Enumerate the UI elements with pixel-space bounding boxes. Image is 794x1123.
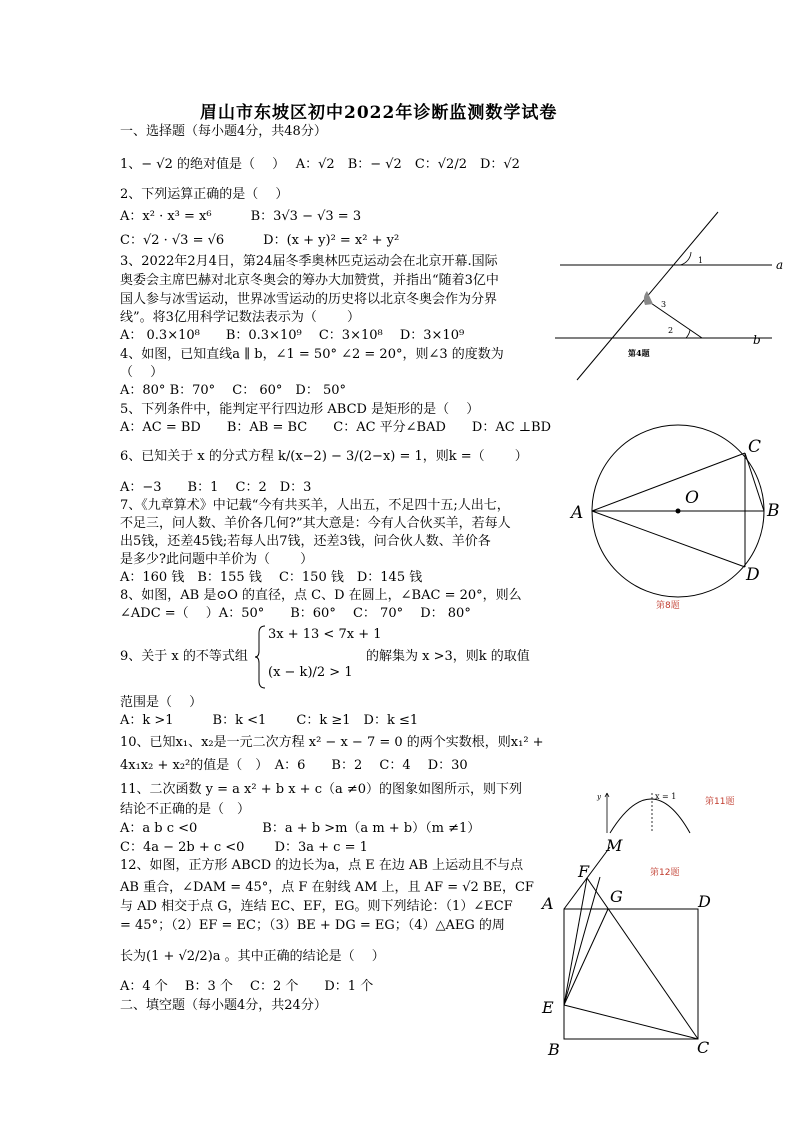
fig12-label-b: B bbox=[548, 1040, 560, 1059]
question-10-line-1: 10、已知x₁、x₂是一元二次方程 x² − x − 7 = 0 的两个实数根，则x₁² + bbox=[120, 735, 544, 750]
fig8-label-a: A bbox=[571, 503, 584, 523]
fig4-angle-1: 1 bbox=[698, 256, 704, 265]
fig8-label-o: O bbox=[685, 488, 699, 508]
question-11-line-2: 结论不正确的是（ ） bbox=[120, 802, 251, 817]
fig8-label-d: D bbox=[746, 565, 760, 585]
question-6-options: A：−3 B：1 C：2 D：3 bbox=[120, 480, 312, 495]
question-10-line-2: 4x₁x₂ + x₂²的值是（ ） A：6 B：2 C：4 D：30 bbox=[120, 758, 468, 773]
fig4-caption: 第4题 bbox=[628, 348, 650, 358]
page-title: 眉山市东坡区初中2022年诊断监测数学试卷 bbox=[200, 103, 558, 123]
question-7-line-4: 是多少?此问题中羊价为（ ） bbox=[120, 552, 314, 567]
question-12-options: A：4 个 B：3 个 C：2 个 D：1 个 bbox=[120, 979, 374, 994]
fig12-label-d: D bbox=[698, 892, 711, 911]
question-3-line-4: 线”。将3亿用科学记数法表示为（ ） bbox=[120, 310, 361, 325]
question-9-suffix: 的解集为 x >3，则k 的取值 bbox=[366, 649, 530, 664]
question-5: 5、下列条件中，能判定平行四边形 ABCD 是矩形的是（ ） bbox=[120, 402, 480, 417]
fig12-label-m: M bbox=[606, 836, 623, 855]
question-9-inequality-1: 3x + 13 < 7x + 1 bbox=[268, 627, 382, 642]
question-12-line-1: 12、如图，正方形 ABCD 的边长为a，点 E 在边 AB 上运动且不与点 bbox=[120, 858, 524, 873]
fig12-label-g: G bbox=[610, 887, 623, 906]
fig12-label-c: C bbox=[697, 1038, 710, 1057]
question-3-line-1: 3、2022年2月4日，第24届冬季奥林匹克运动会在北京开幕.国际 bbox=[120, 254, 498, 269]
question-7-line-3: 出5钱，还差45钱;若每人出7钱，还差3钱，问合伙人数、羊价各 bbox=[120, 534, 491, 549]
question-7-options: A：160 钱 B：155 钱 C：150 钱 D：145 钱 bbox=[120, 570, 423, 585]
fig4-angle-3: 3 bbox=[661, 300, 667, 309]
question-12-line-4: = 45°；（2）EF = EC；（3）BE + DG = EG；（4）△AEG 的周 bbox=[120, 918, 505, 933]
question-4-line-2: （ ） bbox=[120, 365, 164, 380]
question-12-line-2: AB 重合，∠DAM = 45°，点 F 在射线 AM 上，且 AF = √2 BE，CF bbox=[120, 880, 534, 895]
question-1: 1、− √2 的绝对值是（ ） A：√2 B：− √2 C：√2/2 D：√2 bbox=[120, 157, 520, 172]
fig8-label-b: B bbox=[767, 501, 780, 521]
figure-question-12 bbox=[540, 835, 725, 1065]
question-9-line-2: 范围是（ ） bbox=[120, 695, 203, 710]
figure-question-8 bbox=[568, 425, 793, 615]
figure-question-4 bbox=[550, 205, 784, 390]
fig11-axis-label: x = 1 bbox=[655, 792, 677, 801]
fig4-label-a: a bbox=[776, 258, 784, 272]
question-7-line-1: 7、《九章算术》中记载“今有共买羊，人出五，不足四十五;人出七， bbox=[120, 498, 510, 513]
question-8-line-1: 8、如图，AB 是⊙O 的直径，点 C、D 在圆上，∠BAC = 20°，则么 bbox=[120, 588, 522, 603]
fig12-label-e: E bbox=[542, 998, 554, 1017]
question-7-line-2: 不足三，问人数、羊价各几何?”其大意是：今有人合伙买羊，若每人 bbox=[120, 516, 511, 531]
question-5-options: A：AC = BD B：AB = BC C：AC 平分∠BAD D：AC ⊥BD bbox=[120, 420, 552, 435]
fig11-caption: 第11题 bbox=[705, 797, 735, 807]
fig12-caption: 第12题 bbox=[650, 868, 680, 878]
fig12-label-f: F bbox=[578, 862, 590, 881]
question-2-options-ab: A：x² · x³ = x⁶ B：3√3 − √3 = 3 bbox=[120, 209, 362, 224]
question-8-line-2: ∠ADC =（ ）A：50° B：60° C： 70° D： 80° bbox=[120, 606, 471, 621]
section-choice-heading: 一、选择题（每小题4分，共48分） bbox=[120, 124, 327, 139]
question-12-line-3: 与 AD 相交于点 G，连结 EC、EF，EG。则下列结论：（1）∠ECF bbox=[120, 899, 513, 914]
question-9-options: A：k >1 B：k <1 C：k ≥1 D：k ≤1 bbox=[120, 713, 419, 728]
fig8-caption: 第8题 bbox=[656, 601, 680, 611]
fig4-angle-2: 2 bbox=[668, 326, 674, 335]
question-3-options: A： 0.3×10⁸ B：0.3×10⁹ C：3×10⁸ D：3×10⁹ bbox=[120, 328, 465, 343]
question-11-options-ab: A：a b c <0 B：a + b >m（a m + b）（m ≠1） bbox=[120, 821, 481, 836]
question-4-options: A：80° B：70° C： 60° D： 50° bbox=[120, 383, 347, 398]
fig11-y-label: y bbox=[597, 793, 601, 801]
question-2: 2、下列运算正确的是（ ） bbox=[120, 187, 289, 202]
figure-question-11 bbox=[595, 785, 755, 835]
question-3-line-2: 奥委会主席巴赫对北京冬奥会的筹办大加赞赏，并指出“随着3亿中 bbox=[120, 273, 499, 288]
question-11-options-cd: C：4a − 2b + c <0 D：3a + c = 1 bbox=[120, 840, 368, 855]
question-3-line-3: 国人参与冰雪运动，世界冰雪运动的历史将以北京冬奥会作为分界 bbox=[120, 292, 498, 307]
fig12-label-a: A bbox=[542, 894, 554, 913]
question-12-line-5: 长为(1 + √2/2)a 。其中正确的结论是（ ） bbox=[120, 949, 385, 964]
fig8-label-c: C bbox=[748, 437, 762, 457]
question-9-prefix: 9、关于 x 的不等式组 bbox=[120, 649, 248, 664]
question-4-line-1: 4、如图，已知直线a ∥ b，∠1 = 50° ∠2 = 20°，则∠3 的度数为 bbox=[120, 347, 504, 362]
fig4-label-b: b bbox=[753, 333, 761, 347]
question-11-line-1: 11、二次函数 y = a x² + b x + c（a ≠0）的图象如图所示，则下列 bbox=[120, 782, 523, 797]
system-brace bbox=[255, 625, 267, 689]
question-2-options-cd: C：√2 · √3 = √6 D：(x + y)² = x² + y² bbox=[120, 233, 400, 248]
question-9-inequality-2: (x − k)/2 > 1 bbox=[268, 665, 353, 680]
question-6: 6、已知关于 x 的分式方程 k/(x−2) − 3/(2−x) = 1，则k =（ ） bbox=[120, 449, 528, 464]
section-fill-heading: 二、填空题（每小题4分，共24分） bbox=[120, 998, 327, 1013]
